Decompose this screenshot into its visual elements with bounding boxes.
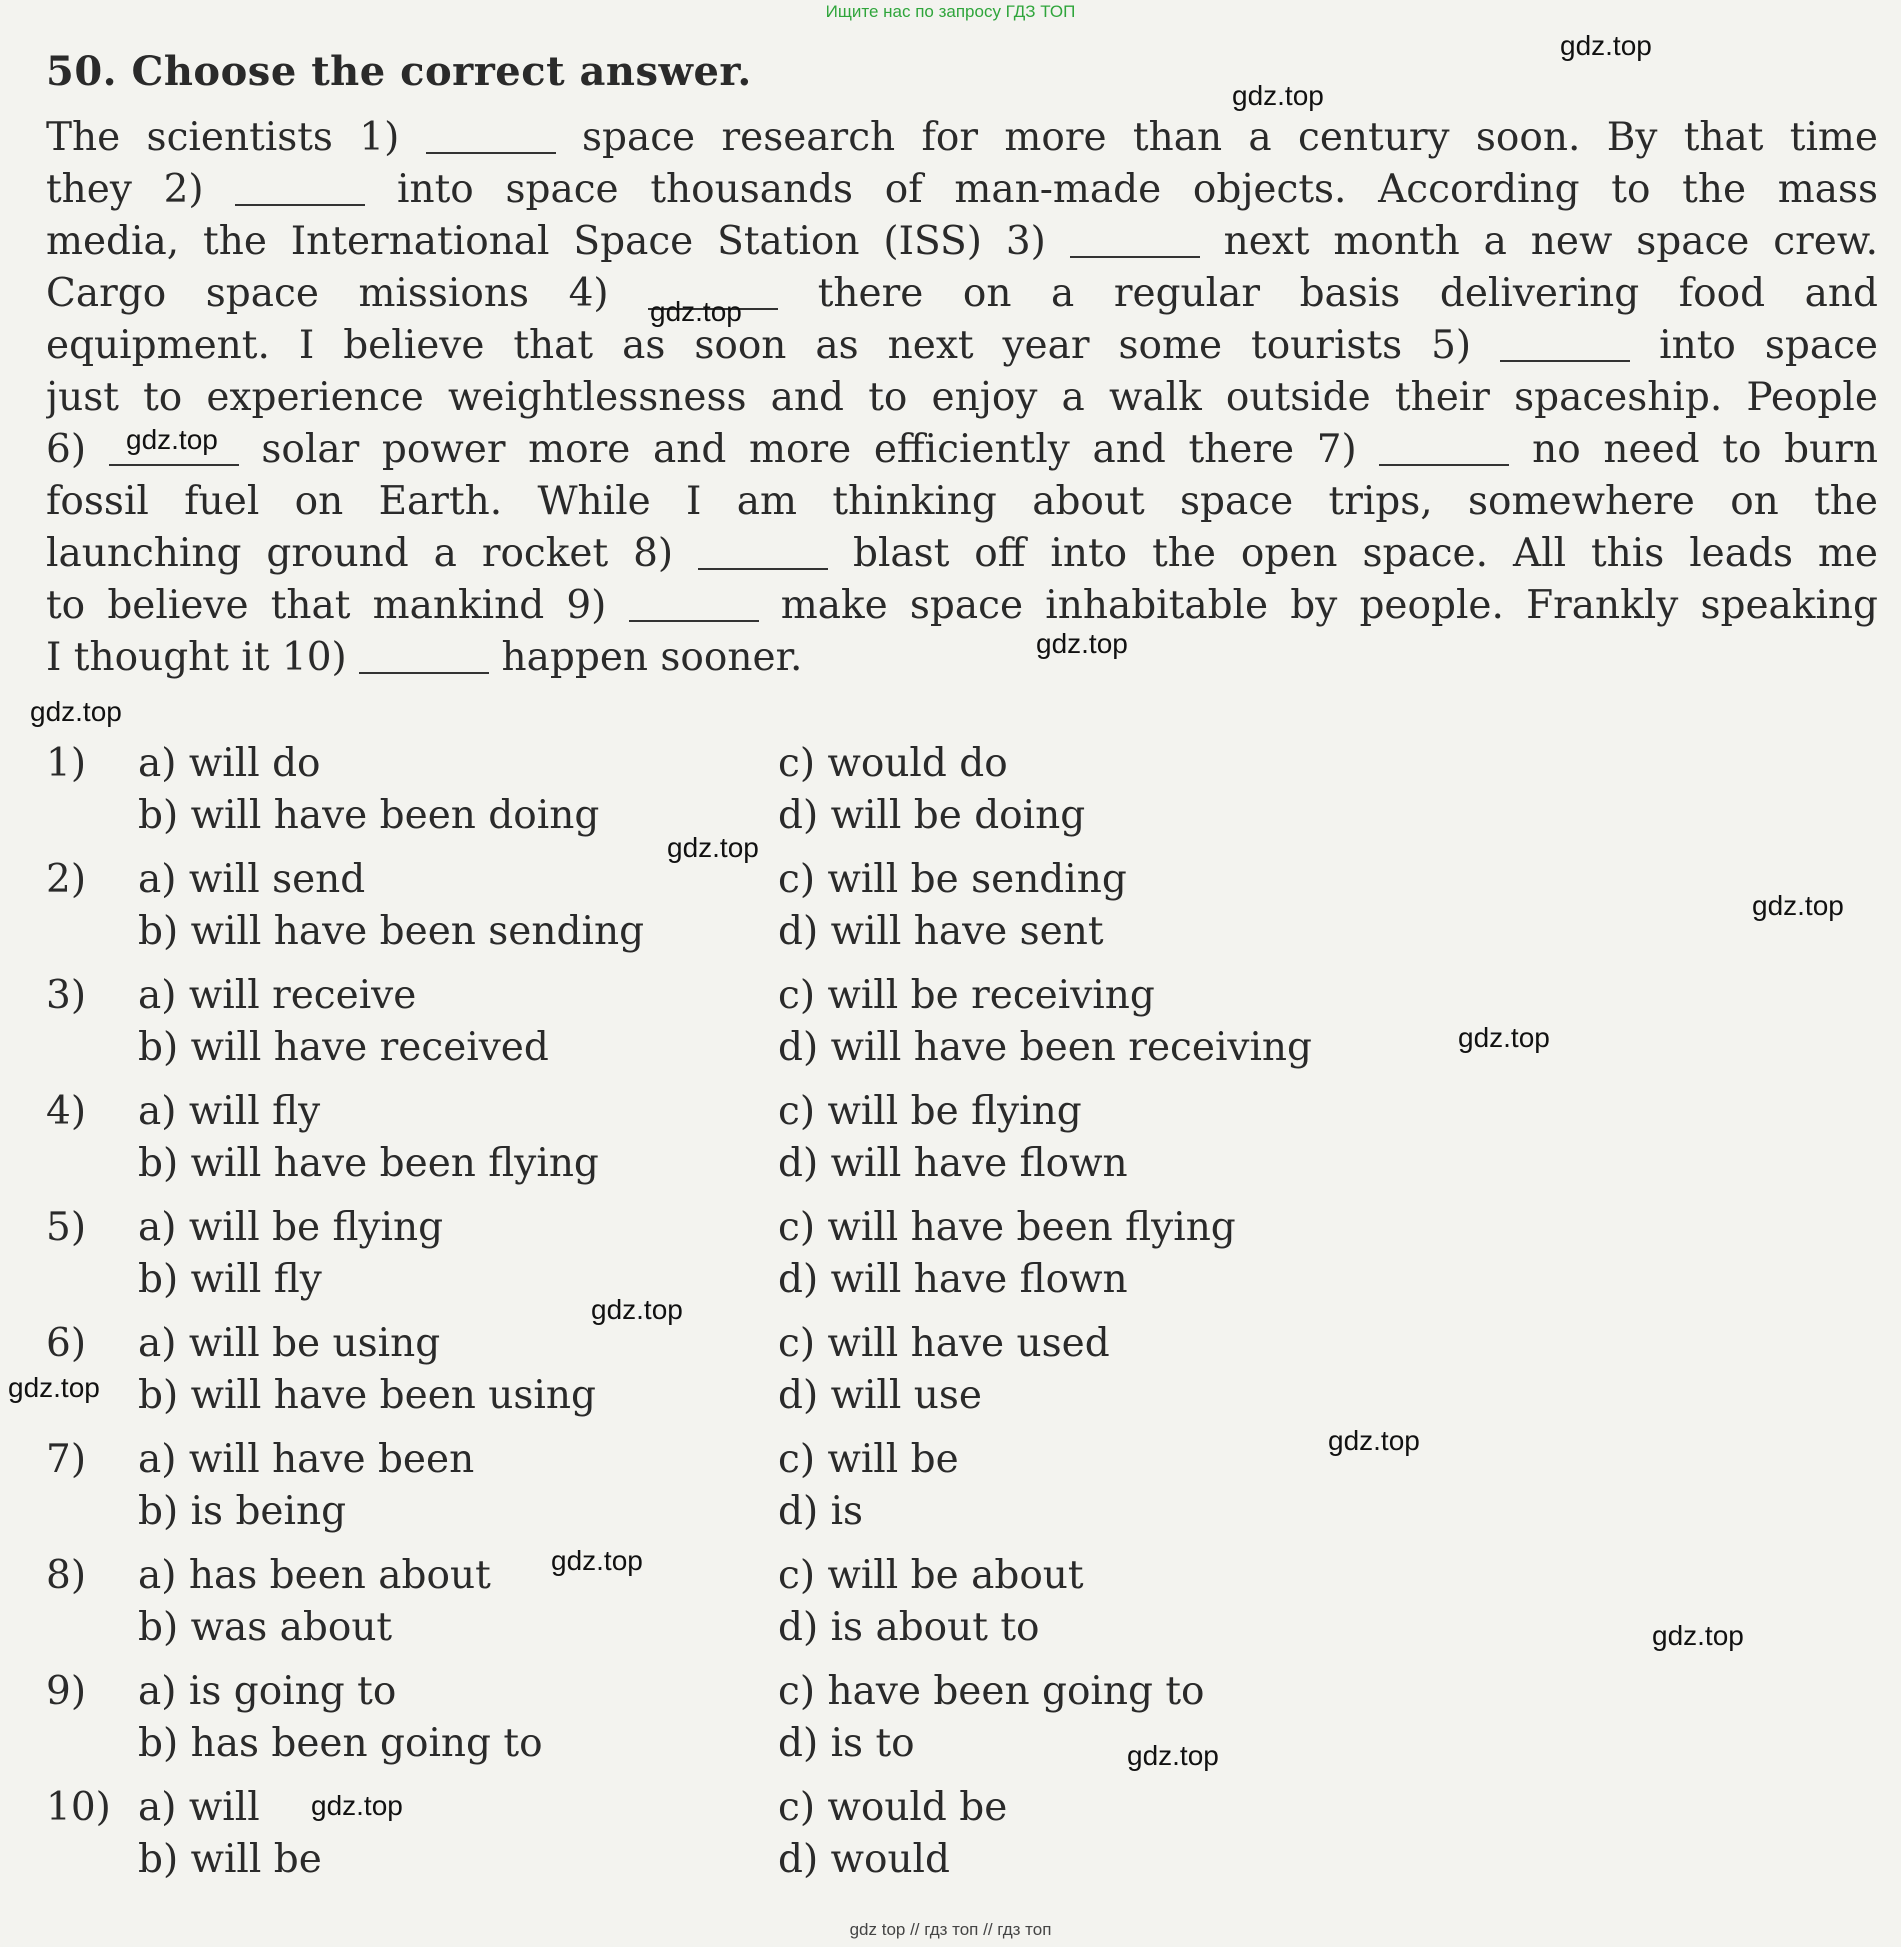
watermark-label: gdz.top [311,1790,403,1821]
answer-blank [359,642,489,674]
watermark-label: gdz.top [1458,1022,1550,1053]
option-b: b) will have been flying [138,1141,599,1186]
passage-line [46,372,1878,424]
option-a: a) has been about [138,1553,491,1598]
watermark-label: gdz.top [650,296,742,327]
option-c: c) will have used [778,1321,1110,1366]
option-c: c) will be receiving [778,973,1155,1018]
option-b: b) will have been using [138,1373,596,1418]
option-b: b) is being [138,1489,347,1534]
passage-text: just to experience weightlessness and to enjoy a walk outside their spaceship. People [46,375,1878,420]
option-c: c) would do [778,741,1008,786]
passage-line [46,112,1878,164]
question-options [46,1550,1876,1666]
question-number: 7) [46,1437,87,1482]
option-a: a) will [138,1785,260,1830]
passage-text: fossil fuel on Earth. While I am thinking about space trips, somewhere on the [46,479,1878,524]
option-d: d) is about to [778,1605,1040,1650]
option-b: b) has been going to [138,1721,543,1766]
passage-line [46,216,1878,268]
passage-text: 6) [46,427,109,472]
option-b: b) will be [138,1837,322,1882]
watermark-label: gdz.top [1652,1620,1744,1651]
answer-blank [1070,226,1200,258]
question-options [46,1666,1876,1782]
option-d: d) is to [778,1721,915,1766]
option-d: d) will have sent [778,909,1104,954]
option-b: b) was about [138,1605,393,1650]
passage-line [46,424,1878,476]
passage-text: space research for more than a century soon. By that time [555,115,1878,160]
option-c: c) have been going to [778,1669,1205,1714]
question-number: 6) [46,1321,87,1366]
question-number: 1) [46,741,87,786]
passage-text: equipment. I believe that as soon as next year some tourists 5) [46,323,1501,368]
answer-blank [1500,330,1630,362]
watermark-label: gdz.top [551,1545,643,1576]
passage-text: media, the International Space Station (ISS) 3) [46,219,1070,264]
watermark-label: gdz.top [1232,80,1324,111]
watermark-label: gdz.top [667,832,759,863]
option-d: d) would [778,1837,950,1882]
question-number: 10) [46,1785,111,1830]
option-d: d) will use [778,1373,982,1418]
option-a: a) will be using [138,1321,441,1366]
passage-line [46,320,1878,372]
passage-text: The scientists 1) [46,115,426,160]
passage-text: launching ground a rocket 8) [46,531,699,576]
passage-line [46,528,1878,580]
watermark-label: gdz.top [30,696,122,727]
passage-text: Cargo space missions 4) [46,271,649,316]
option-a: a) will receive [138,973,417,1018]
answer-blank [235,174,365,206]
passage-text: they 2) [46,167,236,212]
question-options [46,1086,1876,1202]
passage-line [46,580,1878,632]
option-b: b) will have been sending [138,909,645,954]
option-b: b) will have been doing [138,793,600,838]
watermark-label: gdz.top [591,1294,683,1325]
watermark-label: gdz.top [1752,890,1844,921]
passage-text: into space [1630,323,1878,368]
option-a: a) will have been [138,1437,475,1482]
watermark-label: gdz.top [1036,628,1128,659]
option-a: a) will send [138,857,366,902]
option-d: d) is [778,1489,864,1534]
bottom-banner[interactable]: gdz top // гдз топ // гдз топ [849,1920,1052,1939]
option-c: c) will be about [778,1553,1084,1598]
option-c: c) will have been flying [778,1205,1236,1250]
passage-line [46,164,1878,216]
option-c: c) will be sending [778,857,1127,902]
answer-options [46,738,1876,1898]
passage-text: to believe that mankind 9) [46,583,629,628]
option-d: d) will be doing [778,793,1086,838]
question-options [46,1434,1876,1550]
watermark-label: gdz.top [126,424,218,455]
option-c: c) will be flying [778,1089,1082,1134]
option-a: a) will fly [138,1089,321,1134]
question-number: 3) [46,973,87,1018]
passage-line [46,632,1878,684]
question-options [46,970,1876,1086]
passage-text: make space inhabitable by people. Frankly speaking [758,583,1878,628]
option-d: d) will have been receiving [778,1025,1313,1070]
answer-blank [629,590,759,622]
question-number: 2) [46,857,87,902]
watermark-label: gdz.top [1560,30,1652,61]
question-options [46,738,1876,854]
option-d: d) will have flown [778,1141,1128,1186]
option-c: c) will be [778,1437,959,1482]
option-c: c) would be [778,1785,1008,1830]
top-banner[interactable]: Ищите нас по запросу ГДЗ ТОП [825,2,1076,21]
option-a: a) will do [138,741,321,786]
option-a: a) is going to [138,1669,397,1714]
passage-text: blast off into the open space. All this leads me [828,531,1878,576]
passage-text: next month a new space crew. [1199,219,1878,264]
passage-text: into space thousands of man-made objects. According to the mass [365,167,1878,212]
question-number: 5) [46,1205,87,1250]
watermark-label: gdz.top [1127,1740,1219,1771]
watermark-label: gdz.top [1328,1425,1420,1456]
passage-text: happen sooner. [489,635,803,680]
passage-text: I thought it 10) [46,635,360,680]
answer-blank [426,122,556,154]
option-b: b) will fly [138,1257,322,1302]
passage-text: no need to burn [1509,427,1878,472]
question-number: 8) [46,1553,87,1598]
answer-blank [698,538,828,570]
option-d: d) will have flown [778,1257,1128,1302]
option-b: b) will have received [138,1025,549,1070]
passage-line [46,268,1878,320]
question-number: 9) [46,1669,87,1714]
passage-text: there on a regular basis delivering food and [778,271,1878,316]
question-options [46,854,1876,970]
exercise-title: 50. Choose the correct answer. [46,48,752,95]
option-a: a) will be flying [138,1205,444,1250]
question-options [46,1318,1876,1434]
question-number: 4) [46,1089,87,1134]
watermark-label: gdz.top [8,1372,100,1403]
passage-text: solar power more and more efficiently and there 7) [238,427,1380,472]
passage [46,112,1878,684]
answer-blank [1379,434,1509,466]
question-options [46,1202,1876,1318]
passage-line [46,476,1878,528]
